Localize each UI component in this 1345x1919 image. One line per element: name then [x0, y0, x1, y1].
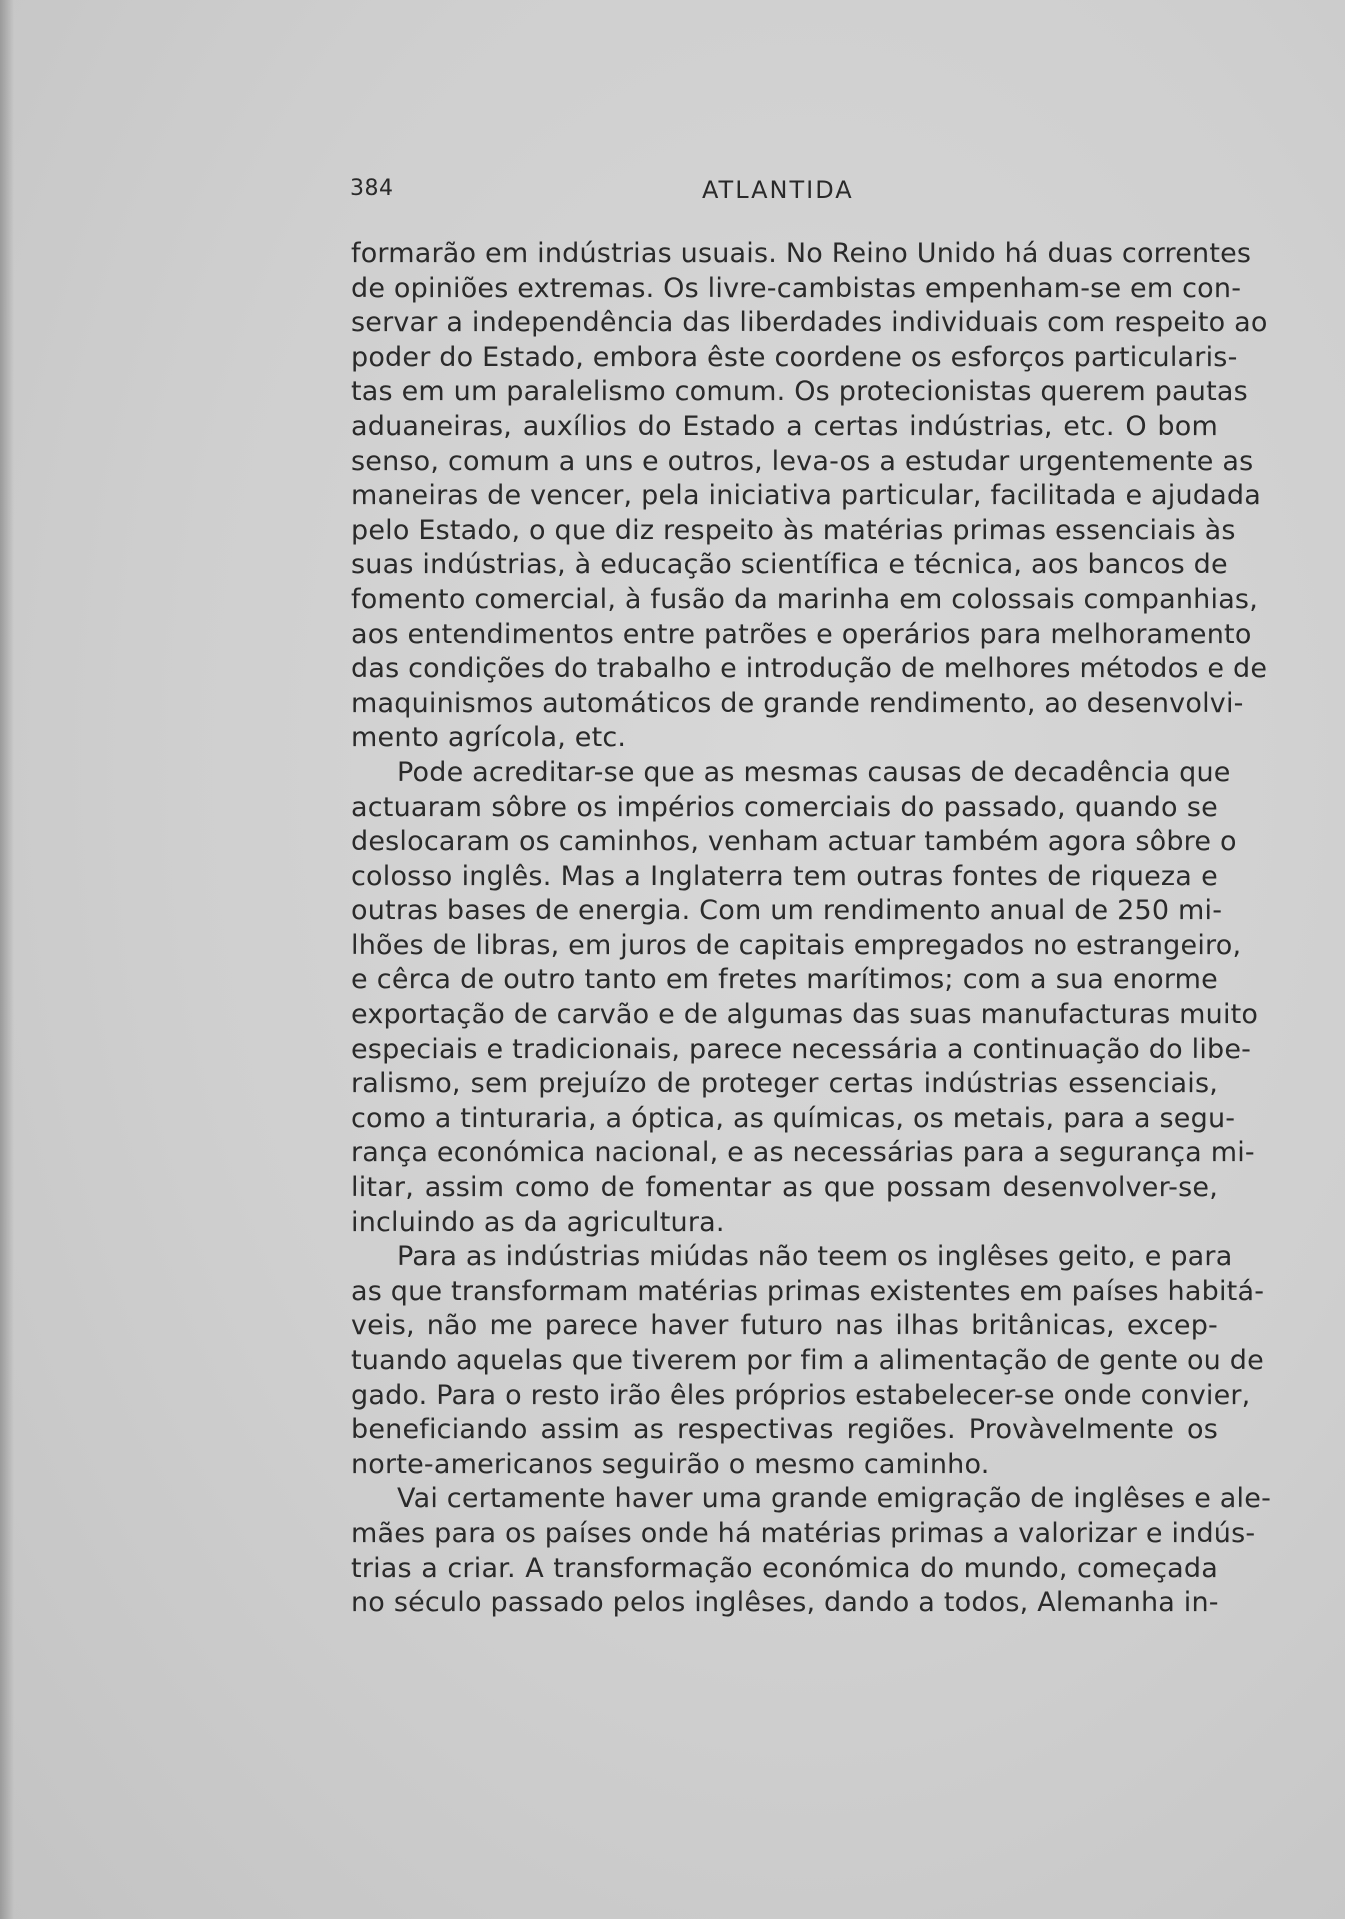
text-line: pelo Estado, o que diz respeito às matérias primas essenciais às	[351, 514, 1236, 546]
text-line: formarão em indústrias usuais. No Reino Unido há duas correntes	[351, 238, 1252, 269]
text-line: de opiniões extremas. Os livre-cambistas empenham-se em con-	[351, 272, 1242, 304]
text-line: mães para os países onde há matérias primas a valorizar e indús-	[351, 1517, 1256, 1549]
text-line: rança económica nacional, e as necessárias para a segurança mi-	[351, 1137, 1255, 1169]
text-line: suas indústrias, à educação scientífica e técnica, aos bancos de	[351, 549, 1228, 581]
text-line: Vai certamente haver uma grande emigração de inglêses e ale-	[397, 1483, 1272, 1515]
text-line: aduaneiras, auxílios do Estado a certas indústrias, etc. O bom	[351, 410, 1218, 442]
running-title: ATLANTIDA	[702, 176, 854, 204]
text-line: Pode acreditar-se que as mesmas causas de decadência que	[397, 756, 1231, 788]
page-edge-shadow	[0, 0, 14, 1919]
text-line: poder do Estado, embora êste coordene os esforços particularis-	[351, 341, 1238, 373]
text-line: especiais e tradicionais, parece necessária a continuação do libe-	[351, 1033, 1252, 1065]
text-line: senso, comum a uns e outros, leva-os a estudar urgentemente as	[351, 445, 1254, 477]
text-line: aos entendimentos entre patrões e operários para melhoramento	[351, 618, 1252, 650]
text-line: e cêrca de outro tanto em fretes marítimos; com a sua enorme	[351, 964, 1218, 996]
text-line: servar a independência das liberdades individuais com respeito ao	[351, 307, 1268, 339]
text-line: outras bases de energia. Com um rendimento anual de 250 mi-	[351, 895, 1223, 927]
body-text	[351, 237, 1272, 1621]
text-line: gado. Para o resto irão êles próprios estabelecer-se onde convier,	[351, 1379, 1251, 1411]
text-line: incluindo as da agricultura.	[351, 1206, 725, 1238]
text-line: lhões de libras, em juros de capitais empregados no estrangeiro,	[351, 929, 1242, 961]
text-line: deslocaram os caminhos, venham actuar também agora sôbre o	[351, 826, 1237, 858]
text-line: actuaram sôbre os impérios comerciais do passado, quando se	[351, 791, 1218, 823]
text-line: como a tinturaria, a óptica, as químicas, os metais, para a segu-	[351, 1102, 1236, 1134]
text-line: colosso inglês. Mas a Inglaterra tem outras fontes de riqueza e	[351, 860, 1218, 892]
text-line: beneficiando assim as respectivas regiões. Provàvelmente os	[351, 1414, 1218, 1446]
text-line: norte-americanos seguirão o mesmo caminho.	[351, 1448, 990, 1480]
text-line: maquinismos automáticos de grande rendimento, ao desenvolvi-	[351, 687, 1244, 719]
text-line: tuando aquelas que tiverem por fim a alimentação de gente ou de	[351, 1345, 1264, 1376]
text-line: Para as indústrias miúdas não teem os inglêses geito, e para	[397, 1241, 1233, 1273]
text-line: trias a criar. A transformação económica do mundo, começada	[351, 1552, 1218, 1584]
text-line: veis, não me parece haver futuro nas ilhas britânicas, excep-	[351, 1310, 1218, 1342]
running-head	[350, 176, 1345, 206]
text-line: tas em um paralelismo comum. Os protecionistas querem pautas	[351, 376, 1248, 408]
text-line: as que transformam matérias primas existentes em países habitá-	[351, 1275, 1265, 1307]
page-number: 384	[350, 176, 394, 201]
text-line: das condições do trabalho e introdução de melhores métodos e de	[351, 653, 1268, 685]
text-line: mento agrícola, etc.	[351, 722, 627, 754]
text-line: fomento comercial, à fusão da marinha em colossais companhias,	[351, 583, 1258, 615]
text-line: no século passado pelos inglêses, dando a todos, Alemanha in-	[351, 1587, 1219, 1619]
text-line: ralismo, sem prejuízo de proteger certas indústrias essenciais,	[351, 1068, 1218, 1100]
text-line: litar, assim como de fomentar as que possam desenvolver-se,	[351, 1172, 1218, 1204]
text-line: maneiras de vencer, pela iniciativa particular, facilitada e ajudada	[351, 480, 1261, 512]
text-line: exportação de carvão e de algumas das suas manufacturas muito	[351, 999, 1259, 1031]
